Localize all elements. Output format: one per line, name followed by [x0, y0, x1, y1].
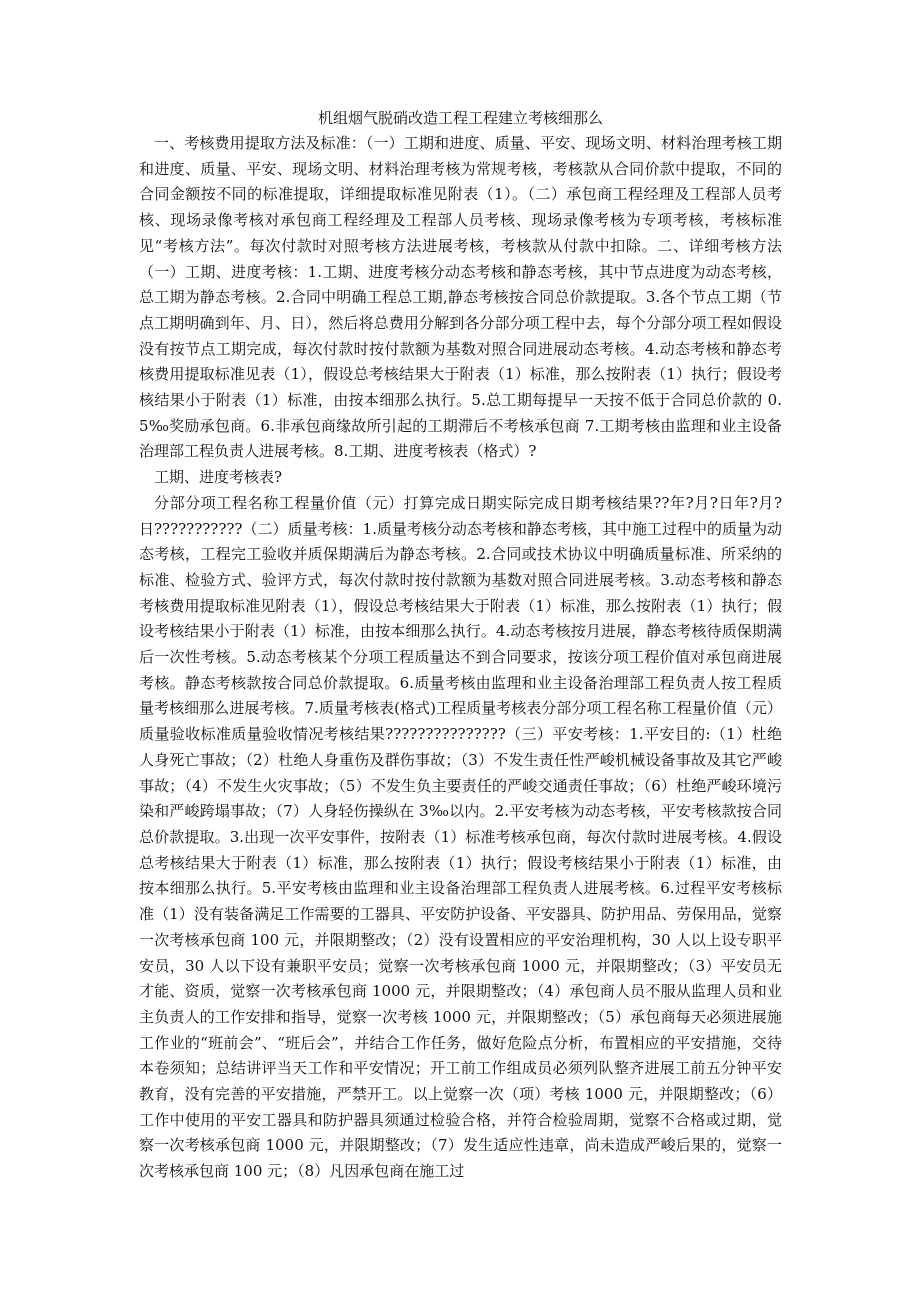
body-paragraph-3: 分部分项工程名称工程量价值（元）打算完成日期实际完成日期考核结果??年?月?日年?月?日???????????（二）质量考核：1.质量考核分动态考核和静态考核，其中施工过程中的质量为动态考核，工程完工验收并质保期满后为静态考核。2.合同或技术协议中明确质量标准、所采纳的标准、检验方式、验评方式，每次付款时按付款额为基数对照合同进展考核。3.动态考核和静态考核费用提取标准见附表（1），假设总考核结果大于附表（1）标准，那么按附表（1）执行；假设考核结果小于附表（1）标准，由按本细那么执行。4.动态考核按月进展，静态考核待质保期满后一次性考核。5.动态考核某个分项工程质量达不到合同要求，按该分项工程价值对承包商进展考核。静态考核款按合同总价款提取。6.质量考核由监理和业主设备治理部工程负责人按工程质量考核细那么进展考核。7.质量考核表(格式)工程质量考核表分部分项工程名称工程量价值（元）质量验收标准质量验收情况考核结果???????????????（三）平安考核：1.平安目的:（1）杜绝人身死亡事故；（2）杜绝人身重伤及群伤事故；（3）不发生责任性严峻机械设备事故及其它严峻事故；（4）不发生火灾事故；（5）不发生负主要责任的严峻交通责任事故；（6）杜绝严峻环境污染和严峻跨塌事故；（7）人身轻伤操纵在 3‰以内。2.平安考核为动态考核，平安考核款按合同总价款提取。3.出现一次平安事件，按附表（1）标准考核承包商，每次付款时进展考核。4.假设总考核结果大于附表（1）标准，那么按附表（1）执行；假设考核结果小于附表（1）标准，由按本细那么执行。5.平安考核由监理和业主设备治理部工程负责人进展考核。6.过程平安考核标准（1）没有装备满足工作需要的工器具、平安防护设备、平安器具、防护用品、劳保用品，觉察一次考核承包商 100 元，并限期整改；（2）没有设置相应的平安治理机构，30 人以上设专职平安员，30 人以下设有兼职平安员；觉察一次考核承包商 1000 元，并限期整改；（3）平安员无才能、资质，觉察一次考核承包商 1000 元，并限期整改；（4）承包商人员不服从监理人员和业主负责人的工作安排和指导，觉察一次考核 1000 元，并限期整改；（5）承包商每天必须进展施工作业的“班前会”、“班后会”，并结合工作任务，做好危险点分析，布置相应的平安措施，交待本卷须知；总结讲评当天工作和平安情况；开工前工作组成员必须列队整齐进展工前五分钟平安教育，没有完善的平安措施，严禁开工。以上觉察一次（项）考核 1000 元，并限期整改；（6）工作中使用的平安工器具和防护器具须通过检验合格，并符合检验周期，觉察不合格或过期，觉察一次考核承包商 1000 元，并限期整改；（7）发生适应性违章，尚未造成严峻后果的，觉察一次考核承包商 100 元；（8）凡因承包商在施工过	[139, 493, 782, 1181]
body-paragraph-1: 一、考核费用提取方法及标准：（一）工期和进度、质量、平安、现场文明、材料治理考核工期和进度、质量、平安、现场文明、材料治理考核为常规考核，考核款从合同价款中提取，不同的合同金额按不同的标准提取，详细提取标准见附表（1）。（二）承包商工程经理及工程部人员考核、现场录像考核对承包商工程经理及工程部人员考核、现场录像考核为专项考核，考核标准见“考核方法”。每次付款时对照考核方法进展考核，考核款从付款中扣除。二、详细考核方法（一）工期、进度考核：1.工期、进度考核分动态考核和静态考核，其中节点进度为动态考核，总工期为静态考核。2.合同中明确工程总工期,静态考核按合同总价款提取。3.各个节点工期（节点工期明确到年、月、日），然后将总费用分解到各分部分项工程中去，每个分部分项工程如假设没有按节点工期完成，每次付款时按付款额为基数对照合同进展动态考核。4.动态考核和静态考核费用提取标准见表（1），假设总考核结果大于附表（1）标准，那么按附表（1）执行；假设考核结果小于附表（1）标准，由按本细那么执行。5.总工期每提早一天按不低于合同总价款的 0.5‰奖励承包商。6.非承包商缘故所引起的工期滞后不考核承包商 7.工期考核由监理和业主设备治理部工程负责人进展考核。8.工期、进度考核表（格式）?	[139, 134, 782, 461]
document-title: 机组烟气脱硝改造工程工程建立考核细那么	[317, 109, 603, 127]
document-body	[139, 106, 782, 1185]
body-paragraph-2: 工期、进度考核表?	[154, 468, 283, 487]
